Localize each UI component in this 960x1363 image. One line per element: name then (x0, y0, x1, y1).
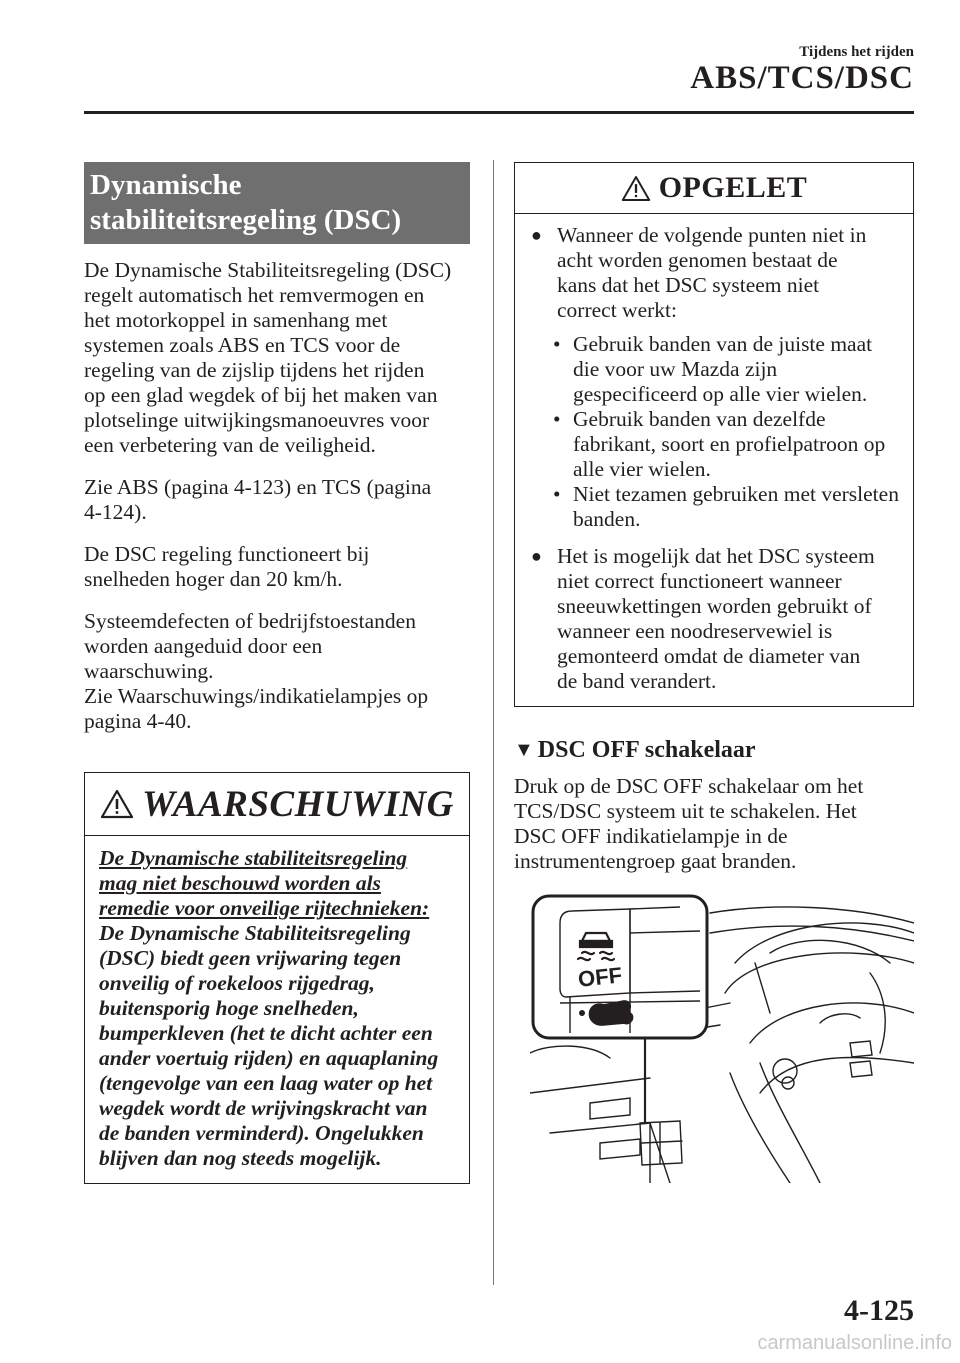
bullet-icon: ● (531, 546, 542, 566)
text-line: pagina 4-40. (84, 709, 192, 733)
text-line: op een glad wegdek of bij het maken van (84, 383, 438, 407)
header-rule (84, 111, 914, 114)
dsc-off-heading (514, 737, 914, 764)
warning-line: (DSC) biedt geen vrijwaring tegen (99, 946, 402, 970)
text-line: correct werkt: (557, 298, 677, 322)
text-line: sneeuwkettingen worden gebruikt of (557, 594, 872, 618)
speed-paragraph (84, 542, 470, 592)
text-line: Wanneer de volgende punten niet in (557, 223, 867, 247)
text-line: De Dynamische Stabiliteitsregeling (DSC) (84, 258, 452, 282)
text-line: het motorkoppel in samenhang met (84, 308, 388, 332)
defects-paragraph (84, 609, 470, 734)
watermark: carmanualsonline.info (757, 1332, 952, 1354)
caution-bullet (527, 223, 903, 323)
text-line: gespecificeerd op alle vier wielen. (573, 382, 868, 406)
text-line: Druk op de DSC OFF schakelaar om het (514, 774, 864, 798)
text-line: fabrikant, soort en profielpatroon (573, 432, 859, 456)
intro-paragraph (84, 258, 470, 458)
caution-box (514, 162, 914, 707)
section-title-line: stabiliteitsregeling (DSC) (90, 204, 402, 236)
text-line: Zie ABS (pagina 4-123) en TCS (pagina (84, 475, 432, 499)
sub-bullet-icon: • (553, 332, 561, 356)
text-line: acht worden genomen bestaat de (557, 248, 838, 272)
reference-paragraph (84, 475, 470, 525)
warning-line: blijven dan nog steeds mogelijk. (99, 1146, 382, 1170)
text-line: Gebruik banden van dezelfde (573, 407, 826, 431)
text-line: Systeemdefecten of bedrijfstoestanden (84, 609, 416, 633)
warning-line: wegdek wordt de wrijvingskracht van (99, 1096, 428, 1120)
bullet-icon: ● (531, 225, 542, 245)
warning-underlined-line: De Dynamische stabiliteitsregeling (99, 846, 408, 870)
warning-triangle-icon (100, 789, 134, 819)
section-title-line: Dynamische (90, 169, 242, 201)
text-line: wanneer een noodreservewiel is (557, 619, 833, 643)
text-line: snelheden hoger dan 20 km/h. (84, 567, 343, 591)
caution-subitem (553, 332, 903, 407)
text-line: gemonteerd omdat de diameter van (557, 644, 861, 668)
text-line: De DSC regeling functioneert bij (84, 542, 370, 566)
text-line: niet correct functioneert wanneer (557, 569, 842, 593)
dsc-off-paragraph (514, 774, 914, 874)
text-line: TCS/DSC systeem uit te schakelen. Het (514, 799, 857, 823)
text-line: DSC OFF indikatielampje in de (514, 824, 788, 848)
text-line: regelt automatisch het remvermogen en (84, 283, 425, 307)
text-line: Niet tezamen gebruiken met (573, 482, 816, 506)
warning-title: WAARSCHUWING (142, 783, 454, 825)
off-button-label: OFF (576, 962, 624, 992)
page-number: 4-125 (844, 1294, 914, 1327)
warning-body (85, 836, 469, 1183)
warning-line: (tengevolge van een laag water op het (99, 1071, 433, 1095)
text-line: plotselinge uitwijkingsmanoeuvres voor (84, 408, 430, 432)
header-chapter: Tijdens het rijden (799, 44, 914, 60)
warning-box (84, 772, 470, 1184)
sub-bullet-icon: • (553, 482, 561, 506)
text-line: op alle vier wielen. (573, 432, 886, 481)
warning-underlined-line: remedie voor onveilige rijtechnieken: (99, 896, 430, 920)
warning-line: de banden verminderd). Ongelukken (99, 1121, 424, 1145)
caution-title: OPGELET (658, 171, 808, 204)
caution-header (515, 163, 913, 214)
triangle-marker-icon: ▼ (514, 739, 534, 761)
section-title (84, 162, 470, 244)
text-line: 4-124). (84, 500, 147, 524)
text-line: een verbetering van de veiligheid. (84, 433, 376, 457)
left-column (84, 162, 470, 1184)
caution-body (515, 214, 913, 706)
warning-underlined-line: mag niet beschouwd worden als (99, 871, 381, 895)
warning-line: onveilig of roekeloos rijgedrag, (99, 971, 375, 995)
text-line: Gebruik banden van de juiste (573, 332, 825, 356)
text-line: Zie Waarschuwings/indikatielampjes op (84, 684, 429, 708)
caution-bullet (527, 544, 903, 694)
dsc-off-title: DSC OFF schakelaar (537, 737, 756, 763)
text-line: kans dat het DSC systeem niet (557, 273, 820, 297)
dsc-off-switch-illustration (530, 893, 914, 1183)
warning-header (85, 773, 469, 836)
warning-line: bumperkleven (het te dicht achter een (99, 1021, 433, 1045)
text-line: regeling van de zijslip tijdens het rijden (84, 358, 425, 382)
text-line: Het is mogelijk dat het DSC systeem (557, 544, 875, 568)
text-line: de band verandert. (557, 669, 717, 693)
text-line: instrumentengroep gaat branden. (514, 849, 797, 873)
sub-bullet-icon: • (553, 407, 561, 431)
warning-line: ander voertuig rijden) en aquaplaning (99, 1046, 439, 1070)
warning-line: De Dynamische Stabiliteitsregeling (99, 921, 411, 945)
text-line: worden aangeduid door een (84, 634, 323, 658)
column-divider (493, 160, 494, 1285)
right-column (514, 162, 914, 891)
caution-subitem (553, 482, 903, 532)
caution-triangle-icon (621, 175, 651, 202)
text-line: systemen zoals ABS en TCS voor de (84, 333, 401, 357)
header-title: ABS/TCS/DSC (690, 60, 914, 96)
warning-line: buitensporig hoge snelheden, (99, 996, 359, 1020)
text-line: versleten banden. (573, 482, 899, 531)
text-line: waarschuwing. (84, 659, 214, 683)
caution-subitem (553, 407, 903, 482)
text-line: maat die voor uw Mazda zijn (573, 332, 873, 381)
